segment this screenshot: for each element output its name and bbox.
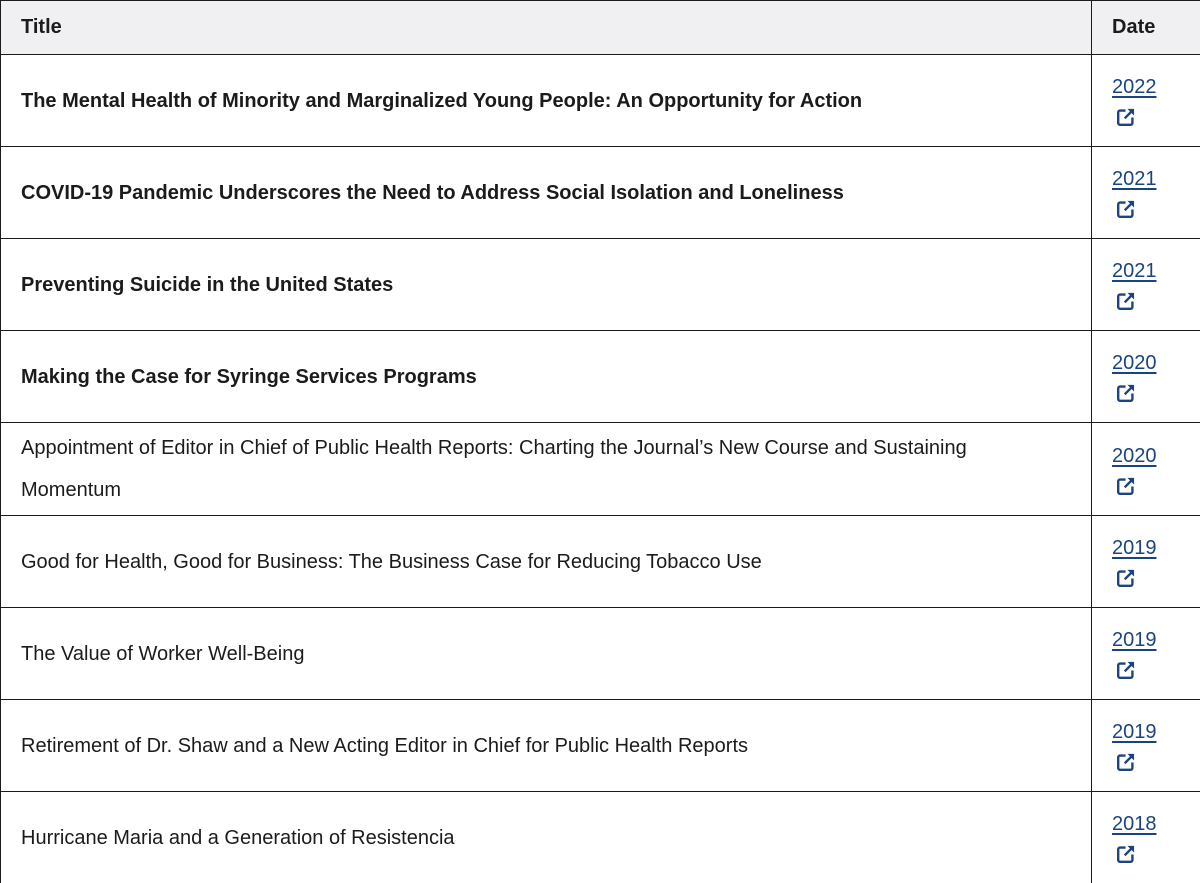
external-link-icon[interactable] bbox=[1115, 198, 1137, 220]
article-title: Hurricane Maria and a Generation of Resistencia bbox=[21, 826, 455, 849]
title-cell bbox=[1, 239, 1092, 331]
article-title: The Mental Health of Minority and Marginalized Young People: An Opportunity for Action bbox=[21, 89, 863, 112]
article-title: The Value of Worker Well-Being bbox=[21, 642, 305, 665]
date-cell bbox=[1092, 331, 1200, 423]
external-link-icon[interactable] bbox=[1115, 843, 1137, 865]
date-cell bbox=[1092, 147, 1200, 239]
article-title: Retirement of Dr. Shaw and a New Acting Editor in Chief for Public Health Reports bbox=[21, 734, 749, 757]
year-link[interactable] bbox=[1112, 442, 1157, 497]
date-cell bbox=[1092, 239, 1200, 331]
year-link[interactable] bbox=[1112, 534, 1157, 589]
year-link[interactable] bbox=[1112, 718, 1157, 773]
header-row bbox=[1, 1, 1200, 55]
date-cell bbox=[1092, 423, 1200, 516]
article-title: Making the Case for Syringe Services Programs bbox=[21, 365, 477, 388]
year-link[interactable] bbox=[1112, 810, 1157, 865]
article-title: COVID-19 Pandemic Underscores the Need to Address Social Isolation and Loneliness bbox=[21, 181, 844, 204]
table-row bbox=[1, 147, 1200, 239]
date-cell bbox=[1092, 55, 1200, 147]
table-row bbox=[1, 516, 1200, 608]
date-cell bbox=[1092, 608, 1200, 700]
column-header-title: Title bbox=[1, 1, 1092, 55]
date-cell bbox=[1092, 700, 1200, 792]
title-cell bbox=[1, 792, 1092, 883]
title-cell bbox=[1, 516, 1092, 608]
article-title: Appointment of Editor in Chief of Public Health Reports: Charting the Journal’s New Course and Sustaining Momentum bbox=[21, 437, 967, 501]
title-cell bbox=[1, 608, 1092, 700]
year-label: 2021 bbox=[1112, 168, 1157, 190]
year-label: 2020 bbox=[1112, 444, 1157, 467]
table-row bbox=[1, 792, 1200, 883]
external-link-icon[interactable] bbox=[1115, 106, 1137, 128]
title-cell bbox=[1, 423, 1092, 516]
year-label: 2019 bbox=[1112, 629, 1157, 651]
article-title: Preventing Suicide in the United States bbox=[21, 273, 394, 296]
table-row bbox=[1, 700, 1200, 792]
year-link[interactable] bbox=[1112, 165, 1157, 220]
external-link-icon[interactable] bbox=[1115, 659, 1137, 681]
year-label: 2018 bbox=[1112, 813, 1157, 835]
table-row bbox=[1, 239, 1200, 331]
title-cell bbox=[1, 147, 1092, 239]
column-header-date: Date bbox=[1092, 1, 1200, 55]
title-cell bbox=[1, 331, 1092, 423]
date-cell bbox=[1092, 792, 1200, 883]
year-label: 2019 bbox=[1112, 537, 1157, 559]
year-link[interactable] bbox=[1112, 349, 1157, 404]
external-link-icon[interactable] bbox=[1115, 567, 1137, 589]
year-label: 2019 bbox=[1112, 721, 1157, 743]
year-link[interactable] bbox=[1112, 257, 1157, 312]
table-row bbox=[1, 608, 1200, 700]
title-cell bbox=[1, 700, 1092, 792]
year-label: 2021 bbox=[1112, 260, 1157, 282]
year-label: 2020 bbox=[1112, 352, 1157, 374]
title-cell bbox=[1, 55, 1092, 147]
date-cell bbox=[1092, 516, 1200, 608]
year-link[interactable] bbox=[1112, 73, 1157, 128]
external-link-icon[interactable] bbox=[1115, 290, 1137, 312]
article-title: Good for Health, Good for Business: The Business Case for Reducing Tobacco Use bbox=[21, 550, 762, 573]
year-link[interactable] bbox=[1112, 626, 1157, 681]
table-row bbox=[1, 331, 1200, 423]
year-label: 2022 bbox=[1112, 76, 1157, 98]
table-row bbox=[1, 423, 1200, 516]
external-link-icon[interactable] bbox=[1115, 382, 1137, 404]
table-row bbox=[1, 55, 1200, 147]
external-link-icon[interactable] bbox=[1115, 751, 1137, 773]
external-link-icon[interactable] bbox=[1115, 475, 1137, 497]
